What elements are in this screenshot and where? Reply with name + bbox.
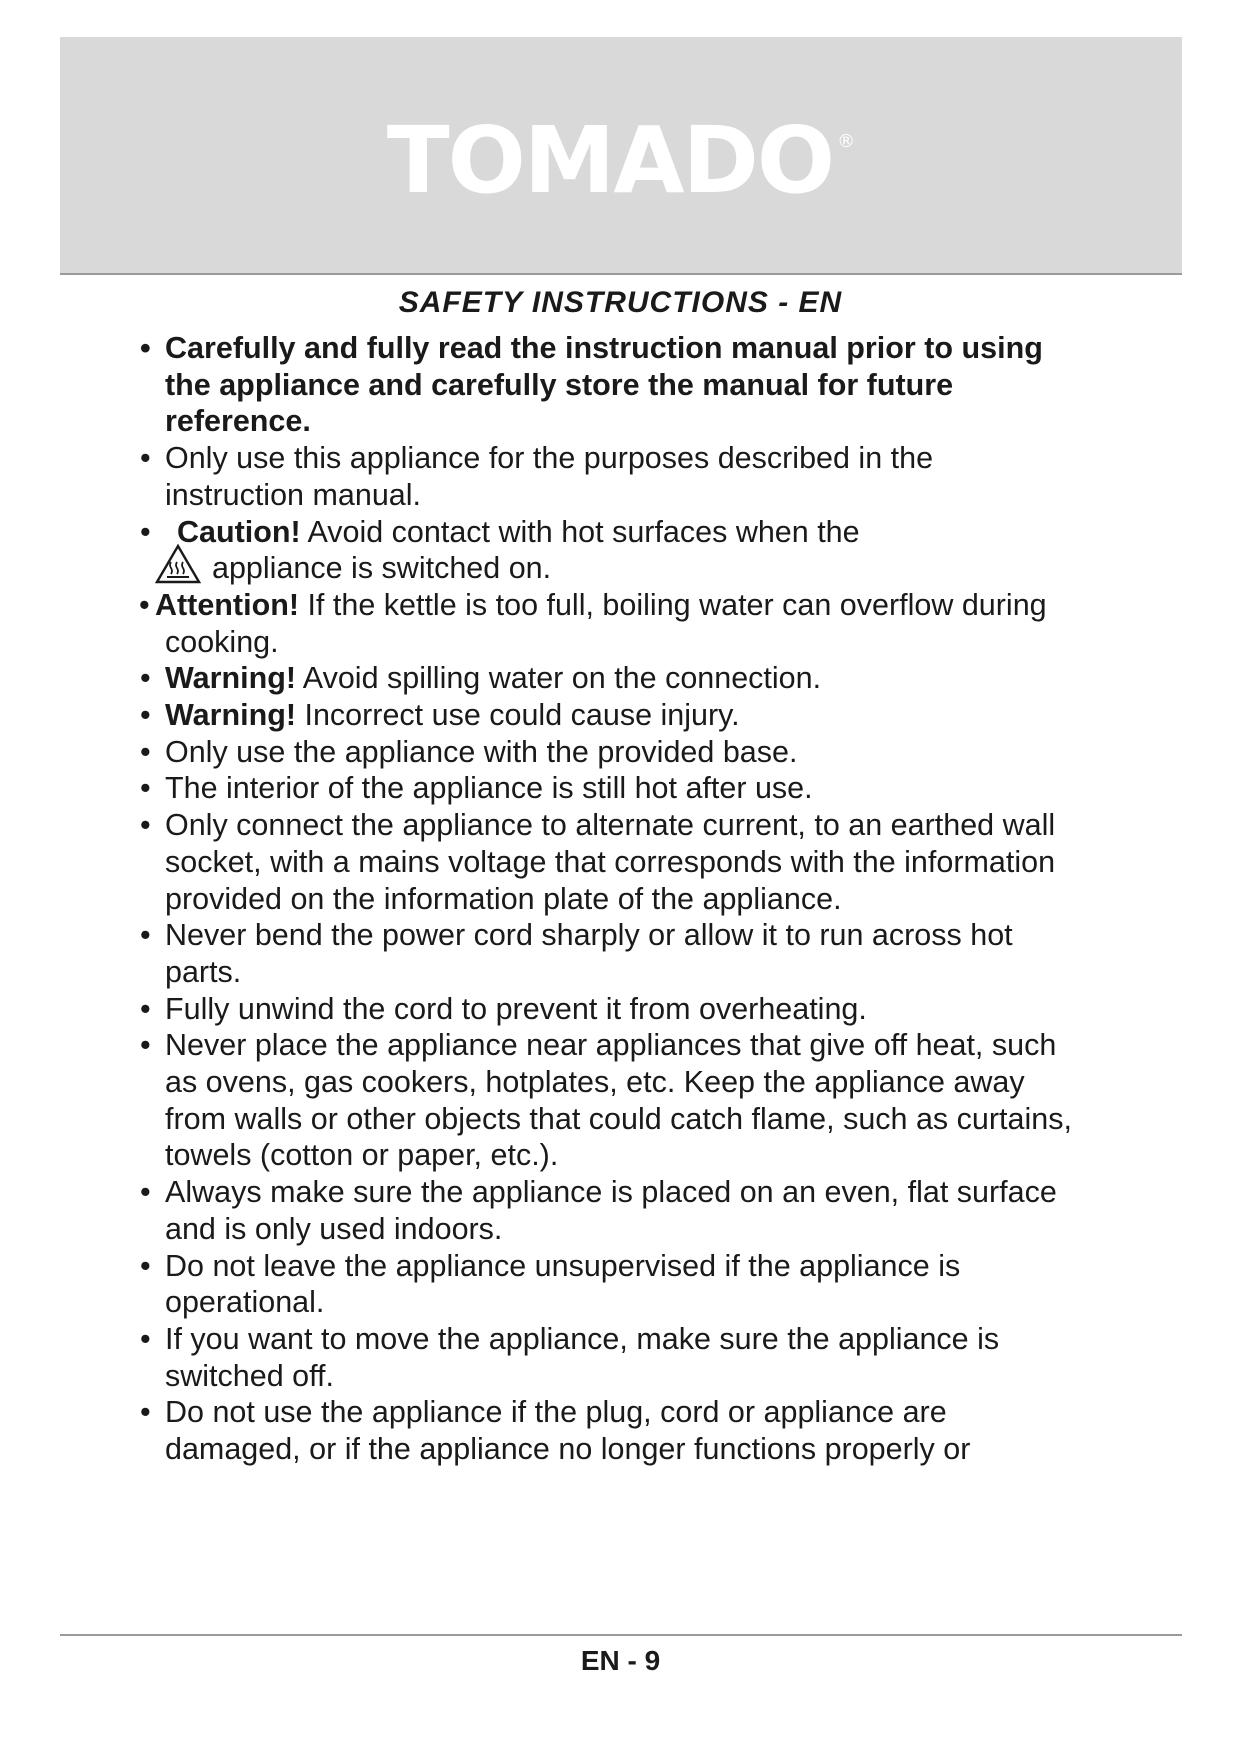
brand-logo: TOMADO ® bbox=[386, 107, 856, 214]
list-item: • Warning! Incorrect use could cause injury. bbox=[140, 698, 740, 733]
list-item: • Only connect the appliance to alternate current, to an earthed wall socket, with a mains voltage that corresponds with the information provided on the information plate of the appliance. bbox=[140, 808, 1056, 916]
list-item: • Only use this appliance for the purposes described in the instruction manual. bbox=[140, 441, 934, 512]
list-item: • If you want to move the appliance, make sure the appliance is switched off. bbox=[140, 1321, 1000, 1393]
list-item: • Only use the appliance with the provided base. bbox=[140, 734, 798, 769]
list-item: • Never place the appliance near appliances that give off heat, such as ovens, gas cookers, hotplates, etc. Keep the appliance away from walls or other objects that could catch flame, such as curtains, towels (cotton or paper, etc.). bbox=[140, 1028, 1072, 1173]
list-item: • The interior of the appliance is still hot after use. bbox=[140, 771, 813, 806]
page-title: SAFETY INSTRUCTIONS - EN bbox=[398, 286, 843, 319]
list-item: • Never bend the power cord sharply or allow it to run across hot parts. bbox=[140, 918, 1013, 989]
list-item: • Caution! Avoid contact with hot surfaces when the appliance is switched on. bbox=[140, 514, 860, 586]
list-item: • Carefully and fully read the instruction manual prior to using the appliance and carefully store the manual for future reference. bbox=[140, 331, 1043, 439]
footer-divider bbox=[60, 1634, 1182, 1636]
list-item: • Fully unwind the cord to prevent it from overheating. bbox=[140, 991, 867, 1026]
list-item: • Attention! If the kettle is too full, boiling water can overflow during cooking. bbox=[139, 587, 1047, 659]
list-item: • Do not use the appliance if the plug, cord or appliance are damaged, or if the appliance no longer functions properly or bbox=[140, 1395, 971, 1467]
header-band bbox=[60, 37, 1182, 275]
list-item: • Do not leave the appliance unsupervised if the appliance is operational. bbox=[140, 1248, 961, 1320]
hot-surface-warning-icon bbox=[155, 544, 201, 584]
list-item: • Warning! Avoid spilling water on the connection. bbox=[140, 661, 822, 696]
page-number: EN - 9 bbox=[580, 1645, 661, 1676]
safety-instructions-list bbox=[140, 330, 1080, 1468]
list-item: • Always make sure the appliance is placed on an even, flat surface and is only used indoors. bbox=[140, 1175, 1057, 1246]
